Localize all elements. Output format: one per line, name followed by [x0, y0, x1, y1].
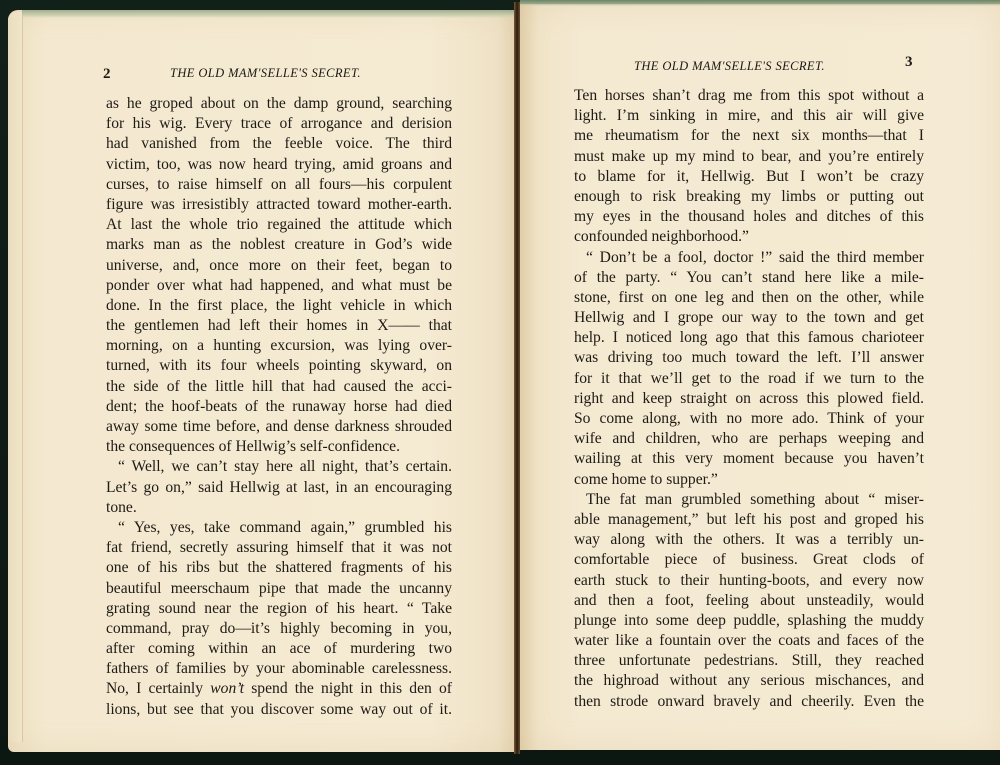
right-page-number: 3: [905, 54, 913, 70]
text-line: confounded neighborhood.”: [574, 228, 749, 246]
text-line: light. I’m sinking in mire, and this air will give: [574, 107, 924, 125]
text-line: At last the whole trio regained the attitude which: [106, 216, 452, 234]
text-line: plunge into some deep puddle, splashing the muddy: [574, 611, 924, 629]
text-line: fathers of families by your abominable carelessness.: [106, 660, 452, 678]
text-line: after coming within an ace of murdering two: [106, 640, 452, 658]
text-line: for it that we’ll get to the road if we turn to the: [574, 369, 924, 387]
text-line: beautiful meerschaum pipe that made the uncanny: [106, 579, 452, 597]
text-line: dent; the hoof-beats of the runaway horse had died: [106, 397, 452, 415]
text-line: and then a foot, feeling about unsteadily, would: [574, 591, 924, 609]
text-line: The fat man grumbled something about “ miser-: [586, 490, 924, 508]
left-running-head: THE OLD MAM'SELLE'S SECRET.: [170, 66, 361, 80]
text-line: way along with the others. It was a terribly un-: [574, 531, 924, 549]
text-line: lions, but see that you discover some way out of it.: [106, 700, 452, 718]
text-line: Ten horses shan’t drag me from this spot without a: [574, 87, 924, 104]
text-line: me rheumatism for the next six months—that I: [574, 127, 924, 145]
right-running-head: THE OLD MAM'SELLE'S SECRET.: [634, 59, 825, 73]
text-line: right and keep straight on across this plowed field.: [574, 389, 924, 407]
text-line: ponder over what had happened, and what must be: [106, 276, 452, 294]
left-page-number: 2: [103, 66, 111, 82]
text-line: able management,” but left his post and groped his: [574, 510, 924, 528]
text-line: marks man as the noblest creature in God’s wide: [106, 236, 452, 254]
text-line: grating sound near the region of his heart. “ Take: [106, 599, 452, 617]
text-line: come home to supper.”: [574, 470, 718, 488]
text-line: for his wig. Every trace of arrogance and derision: [106, 115, 452, 133]
text-line: the highroad without any serious mischances, and: [574, 672, 924, 690]
text-line: tone.: [106, 498, 137, 516]
text-line: the side of the little hill that had caused the acci-: [106, 377, 452, 395]
text-line: water like a fountain over the coats and faces of the: [574, 632, 924, 650]
text-line: help. I noticed long ago that this famous charioteer: [574, 329, 924, 347]
text-line: was driving too much toward the left. I’ll answer: [574, 349, 924, 367]
text-line: the consequences of Hellwig’s self-confidence.: [106, 438, 401, 456]
text-line: earth stuck to their hunting-boots, and every now: [574, 571, 924, 589]
left-page-top-edge: [22, 10, 516, 18]
text-line: of the party. “ You can’t stand here like a mile-: [574, 268, 924, 286]
text-line: So come along, with no more ado. Think of your: [574, 410, 924, 427]
left-page-edge: [8, 12, 23, 742]
text-line: three unfortunate pedestrians. Still, they reached: [574, 652, 924, 670]
right-page-top-edge: [520, 0, 1000, 6]
text-line: the gentlemen had left their homes in X—— that: [106, 317, 452, 335]
text-line: Hellwig and I grope our way to the town and get: [574, 309, 924, 327]
text-line: No, I certainly won’t spend the night in this den of: [106, 680, 452, 698]
text-line: “ Yes, yes, take command again,” grumbled his: [118, 518, 452, 536]
text-line: wife and children, who are perhaps weeping and: [574, 430, 924, 448]
text-line: Let’s go on,” said Hellwig at last, in an encouraging: [106, 478, 452, 496]
right-page-text: [574, 86, 924, 712]
text-line: one of his ribs but the shattered fragments of his: [106, 559, 452, 577]
text-line: “ Don’t be a fool, doctor !” said the third member: [586, 248, 924, 266]
text-line: to blame for it, Hellwig. But I won’t be crazy: [574, 167, 924, 185]
text-line: must make up my mind to bear, and you’re entirely: [574, 147, 924, 165]
text-line: my eyes in the thousand holes and ditches of this: [574, 208, 924, 226]
text-line: “ Well, we can’t stay here all night, that’s certain.: [118, 458, 452, 476]
text-line: turned, with its four wheels pointing skyward, on: [106, 357, 452, 375]
text-line: fat friend, secretly assuring himself that it was not: [106, 539, 452, 557]
text-line: command, pray do—it’s highly becoming in you,: [106, 619, 452, 637]
text-line: then strode onward bravely and cheerily. Even the: [574, 692, 924, 710]
text-line: comfortable piece of business. Great clods of: [574, 551, 924, 569]
emphasized-word: won’t: [210, 680, 245, 698]
left-page-text: [106, 94, 452, 720]
text-line: had vanished from the feeble voice. The third: [106, 135, 452, 153]
text-line: stone, first on one leg and then on the other, while: [574, 288, 924, 306]
text-line: enough to risk breaking my limbs or putting out: [574, 187, 924, 205]
text-line: universe, and, once more on their feet, began to: [106, 256, 452, 274]
text-line: curses, to raise himself on all fours—his corpulent: [106, 175, 452, 193]
text-line: morning, on a hunting excursion, was lying over-: [106, 337, 452, 355]
text-line: wailing at this very moment because you haven’t: [574, 450, 924, 468]
text-line: figure was irresistibly attracted toward mother-earth.: [106, 195, 452, 213]
text-line: as he groped about on the damp ground, searching: [106, 95, 452, 112]
text-line: done. In the first place, the light vehicle in which: [106, 296, 452, 314]
text-line: victim, too, was now heard trying, amid groans and: [106, 155, 452, 173]
text-line: away some time before, and dense darkness shrouded: [106, 418, 452, 435]
book-gutter: [514, 2, 520, 754]
